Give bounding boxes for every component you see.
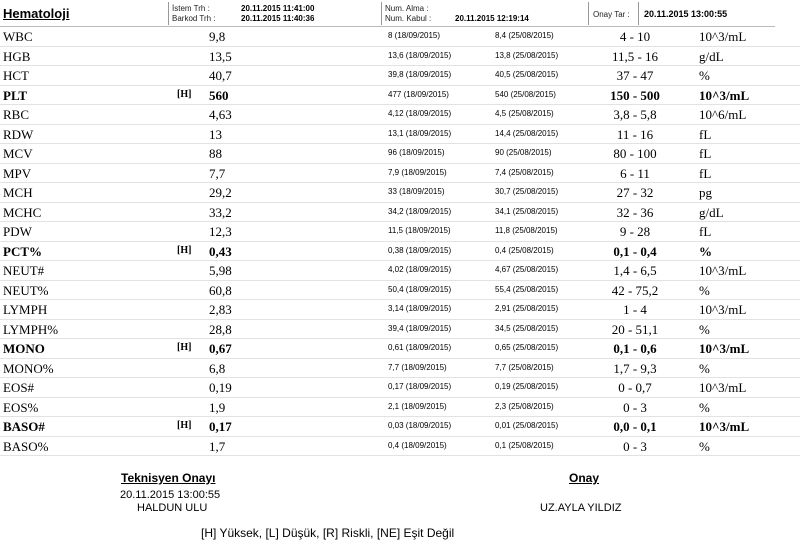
table-row — [0, 27, 800, 47]
header-divider — [638, 2, 639, 25]
previous-result-1: 50,4 (18/09/2015) — [388, 284, 452, 294]
test-name: PLT — [3, 87, 28, 103]
table-row — [0, 359, 800, 379]
previous-result-1: 2,1 (18/09/2015) — [388, 401, 447, 411]
test-name: PDW — [3, 224, 32, 239]
test-name: BASO# — [3, 419, 45, 434]
barkod-value: 20.11.2015 11:40:36 — [241, 14, 315, 23]
test-name: HCT — [3, 68, 29, 83]
reference-range: 80 - 100 — [613, 146, 657, 161]
unit: 10^3/mL — [699, 419, 750, 434]
reference-range: 11 - 16 — [616, 126, 654, 142]
reference-range: 9 - 28 — [619, 224, 651, 239]
previous-result-2: 90 (25/08/2015) — [495, 148, 552, 157]
approver-name: UZ.AYLA YILDIZ — [540, 502, 622, 514]
result-value: 6,8 — [209, 360, 226, 376]
test-name: MCH — [3, 185, 33, 200]
result-value: 29,2 — [209, 185, 232, 200]
previous-result-1: 3,14 (18/09/2015) — [388, 304, 452, 313]
reference-range: 0 - 3 — [623, 399, 647, 415]
result-value: 13,5 — [209, 48, 232, 64]
previous-result-2: 40,5 (25/08/2015) — [495, 70, 559, 79]
result-value: 28,8 — [209, 321, 232, 337]
result-value: 0,19 — [209, 380, 232, 395]
unit: fL — [699, 126, 712, 142]
test-name: EOS% — [3, 399, 39, 415]
previous-result-1: 0,38 (18/09/2015) — [388, 245, 452, 255]
table-row — [0, 222, 800, 242]
previous-result-2: 4,67 (25/08/2015) — [495, 265, 559, 274]
result-value: 0,67 — [209, 341, 232, 356]
unit: g/dL — [699, 48, 724, 64]
reference-range: 1,4 - 6,5 — [613, 263, 657, 278]
unit: 10^3/mL — [699, 87, 750, 103]
test-name: MPV — [3, 165, 32, 181]
result-value: 2,83 — [209, 302, 232, 317]
flag-indicator: [H] — [177, 88, 192, 100]
table-row — [0, 398, 800, 418]
previous-result-1: 8 (18/09/2015) — [388, 31, 441, 40]
previous-result-2: 34,1 (25/08/2015) — [495, 206, 559, 216]
header-divider — [588, 2, 589, 25]
result-value: 5,98 — [209, 263, 232, 278]
result-value: 560 — [209, 87, 229, 103]
result-value: 1,9 — [209, 399, 226, 415]
onay-date-label: Onay Tar : — [593, 10, 630, 19]
technician-approval-date: 20.11.2015 13:00:55 — [120, 489, 221, 501]
reference-range: 0,0 - 0,1 — [613, 419, 657, 434]
reference-range: 0,1 - 0,4 — [613, 243, 657, 259]
unit: 10^3/mL — [699, 263, 747, 278]
reference-range: 42 - 75,2 — [611, 282, 659, 298]
previous-result-2: 0,4 (25/08/2015) — [495, 245, 554, 255]
previous-result-2: 2,91 (25/08/2015) — [495, 304, 559, 313]
unit: 10^3/mL — [699, 29, 747, 44]
test-name: RDW — [3, 126, 34, 142]
reference-range: 11,5 - 16 — [611, 48, 659, 64]
table-row — [0, 144, 800, 164]
reference-range: 150 - 500 — [610, 87, 660, 103]
test-name: RBC — [3, 107, 30, 122]
table-row — [0, 320, 800, 340]
unit: fL — [699, 224, 712, 239]
table-row — [0, 417, 800, 437]
table-row — [0, 164, 800, 184]
unit: % — [699, 321, 710, 337]
technician-name: HALDUN ULU — [137, 502, 208, 514]
previous-result-2: 540 (25/08/2015) — [495, 89, 556, 99]
unit: % — [699, 438, 710, 454]
unit: % — [699, 68, 710, 83]
table-row — [0, 437, 800, 457]
previous-result-1: 477 (18/09/2015) — [388, 89, 449, 99]
header-divider — [381, 2, 382, 25]
table-row — [0, 378, 800, 398]
kabul-label: Num. Kabul : — [385, 14, 432, 23]
results-table — [0, 27, 800, 456]
result-value: 12,3 — [209, 224, 232, 239]
unit: % — [699, 282, 710, 298]
test-name: MCHC — [3, 204, 42, 220]
previous-result-1: 13,1 (18/09/2015) — [388, 128, 452, 138]
previous-result-2: 34,5 (25/08/2015) — [495, 323, 559, 333]
reference-range: 20 - 51,1 — [611, 321, 659, 337]
table-row — [0, 203, 800, 223]
unit: g/dL — [699, 204, 724, 220]
test-name: MCV — [3, 146, 33, 161]
previous-result-2: 0,1 (25/08/2015) — [495, 440, 554, 450]
reference-range: 1,7 - 9,3 — [613, 360, 657, 376]
onay-date-value: 20.11.2015 13:00:55 — [644, 9, 728, 19]
test-name: HGB — [3, 48, 31, 64]
previous-result-1: 39,8 (18/09/2015) — [388, 70, 452, 79]
alma-label: Num. Alma : — [385, 4, 429, 13]
reference-range: 6 - 11 — [620, 165, 650, 181]
report-header — [0, 0, 800, 27]
previous-result-2: 4,5 (25/08/2015) — [495, 109, 554, 118]
table-row — [0, 125, 800, 145]
result-value: 7,7 — [209, 165, 226, 181]
result-value: 1,7 — [209, 438, 226, 454]
unit: 10^3/mL — [699, 341, 750, 356]
flag-indicator: [H] — [177, 244, 192, 256]
test-name: MONO% — [3, 360, 54, 376]
previous-result-2: 55,4 (25/08/2015) — [495, 284, 559, 294]
unit: % — [699, 243, 712, 259]
flag-indicator: [H] — [177, 420, 192, 431]
previous-result-1: 34,2 (18/09/2015) — [388, 206, 452, 216]
result-value: 4,63 — [209, 107, 232, 122]
result-value: 0,43 — [209, 243, 232, 259]
test-name: LYMPH — [3, 302, 48, 317]
previous-result-2: 7,4 (25/08/2015) — [495, 167, 554, 177]
previous-result-1: 0,4 (18/09/2015) — [388, 440, 447, 450]
table-row — [0, 281, 800, 301]
unit: 10^3/mL — [699, 302, 747, 317]
result-value: 88 — [209, 146, 222, 161]
reference-range: 27 - 32 — [616, 185, 654, 200]
kabul-value: 20.11.2015 12:19:14 — [455, 14, 529, 23]
previous-result-1: 7,7 (18/09/2015) — [388, 362, 447, 372]
reference-range: 37 - 47 — [616, 68, 654, 83]
approval-title: Onay — [569, 471, 600, 485]
result-value: 0,17 — [209, 419, 232, 434]
table-row — [0, 339, 800, 359]
reference-range: 0 - 0,7 — [618, 380, 652, 395]
test-name: NEUT% — [3, 282, 49, 298]
test-name: EOS# — [3, 380, 35, 395]
previous-result-2: 11,8 (25/08/2015) — [495, 226, 558, 235]
flag-indicator: [H] — [177, 342, 192, 353]
previous-result-2: 8,4 (25/08/2015) — [495, 31, 554, 40]
previous-result-1: 4,02 (18/09/2015) — [388, 265, 452, 274]
previous-result-2: 0,65 (25/08/2015) — [495, 343, 559, 352]
previous-result-1: 11,5 (18/09/2015) — [388, 226, 451, 235]
previous-result-1: 96 (18/09/2015) — [388, 148, 445, 157]
table-row — [0, 183, 800, 203]
test-name: MONO — [3, 341, 45, 356]
istem-label: İstem Trh : — [172, 4, 210, 13]
unit: pg — [699, 185, 712, 200]
table-row — [0, 105, 800, 125]
previous-result-1: 4,12 (18/09/2015) — [388, 109, 452, 118]
unit: fL — [699, 146, 712, 161]
unit: 10^3/mL — [699, 380, 747, 395]
flag-legend: [H] Yüksek, [L] Düşük, [R] Riskli, [NE] Eşit Değil — [201, 526, 455, 540]
previous-result-1: 39,4 (18/09/2015) — [388, 323, 452, 333]
previous-result-1: 7,9 (18/09/2015) — [388, 167, 447, 177]
test-name: LYMPH% — [3, 321, 59, 337]
previous-result-1: 13,6 (18/09/2015) — [388, 50, 452, 60]
previous-result-2: 0,19 (25/08/2015) — [495, 382, 559, 391]
istem-value: 20.11.2015 11:41:00 — [241, 4, 315, 13]
technician-approval-title: Teknisyen Onayı — [121, 471, 216, 485]
reference-range: 32 - 36 — [616, 204, 654, 220]
header-divider — [168, 2, 169, 25]
previous-result-2: 0,01 (25/08/2015) — [495, 421, 559, 430]
result-value: 40,7 — [209, 68, 232, 83]
previous-result-1: 33 (18/09/2015) — [388, 187, 445, 196]
result-value: 60,8 — [209, 282, 232, 298]
reference-range: 4 - 10 — [619, 29, 651, 44]
previous-result-2: 30,7 (25/08/2015) — [495, 187, 559, 196]
unit: % — [699, 360, 710, 376]
reference-range: 1 - 4 — [623, 302, 647, 317]
previous-result-2: 7,7 (25/08/2015) — [495, 362, 554, 372]
table-row — [0, 66, 800, 86]
table-row — [0, 47, 800, 67]
result-value: 9,8 — [209, 29, 226, 44]
reference-range: 3,8 - 5,8 — [613, 107, 657, 122]
table-row — [0, 86, 800, 106]
result-value: 13 — [209, 126, 222, 142]
table-row — [0, 261, 800, 281]
test-name: WBC — [3, 29, 33, 44]
section-title: Hematoloji — [3, 6, 70, 21]
previous-result-2: 2,3 (25/08/2015) — [495, 401, 554, 411]
previous-result-1: 0,61 (18/09/2015) — [388, 343, 452, 352]
reference-range: 0,1 - 0,6 — [613, 341, 657, 356]
previous-result-2: 14,4 (25/08/2015) — [495, 128, 559, 138]
previous-result-1: 0,17 (18/09/2015) — [388, 382, 452, 391]
reference-range: 0 - 3 — [623, 438, 647, 454]
test-name: NEUT# — [3, 263, 45, 278]
unit: fL — [699, 165, 712, 181]
table-row — [0, 300, 800, 320]
result-value: 33,2 — [209, 204, 232, 220]
test-name: PCT% — [3, 243, 42, 259]
unit: 10^6/mL — [699, 107, 747, 122]
table-row — [0, 242, 800, 262]
previous-result-1: 0,03 (18/09/2015) — [388, 421, 452, 430]
test-name: BASO% — [3, 438, 49, 454]
previous-result-2: 13,8 (25/08/2015) — [495, 50, 559, 60]
barkod-label: Barkod Trh : — [172, 14, 216, 23]
unit: % — [699, 399, 710, 415]
